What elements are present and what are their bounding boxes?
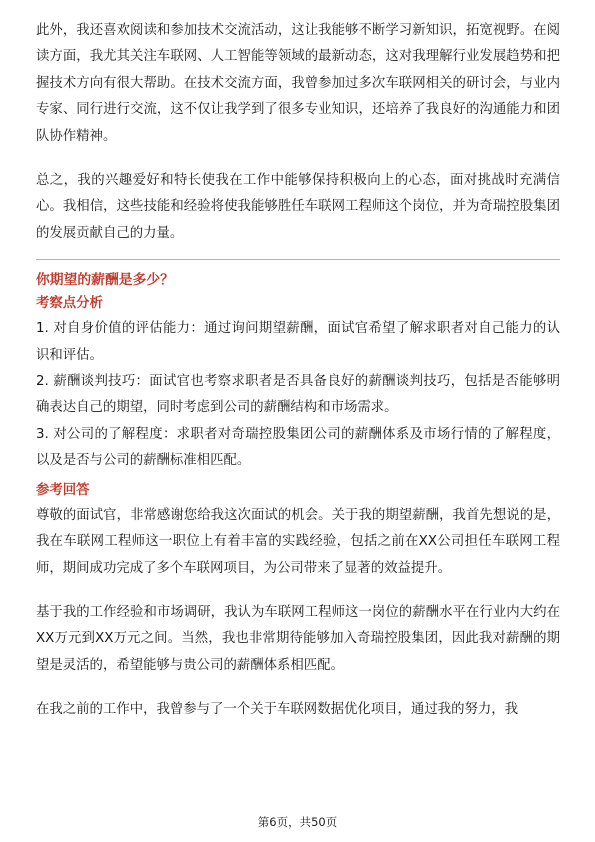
answer-paragraph-2: 基于我的工作经验和市场调研，我认为车联网工程师这一岗位的薪酬水平在行业内大约在XX万元到XX万元之间。当然，我也非常期待能够加入奇瑞控股集团，因此我对薪酬的期望是灵活的，希望能够与贵公司的薪酬体系相匹配。	[36, 604, 560, 673]
analysis-item-2: 2. 薪酬谈判技巧：面试官也考察求职者是否具备良好的薪酬谈判技巧，包括是否能够明确表达自己的期望，同时考虑到公司的薪酬结构和市场需求。	[36, 374, 560, 416]
question-title: 你期望的薪酬是多少？	[36, 272, 174, 289]
page-number: 第6页，共50页	[257, 815, 338, 829]
analysis-item-1: 1. 对自身价值的评估能力：通过询问期望薪酬，面试官希望了解求职者对自己能力的认识和评估。	[36, 321, 560, 363]
analysis-label: 考察点分析	[36, 296, 103, 312]
page-content	[36, 18, 560, 724]
paragraph-spacer	[36, 150, 560, 168]
section-divider	[36, 259, 560, 260]
intro-paragraph-1: 此外，我还喜欢阅读和参加技术交流活动，这让我能够不断学习新知识，拓宽视野。在阅读方面，我尤其关注车联网、人工智能等领域的最新动态，这对我理解行业发展趋势和把握技术方向有很大帮助。在技术交流方面，我曾参加过多次车联网相关的研讨会，与业内专家、同行进行交流，这不仅让我学到了很多专业知识，还培养了我良好的沟通能力和团队协作精神。	[36, 23, 560, 144]
analysis-item-3: 3. 对公司的了解程度：求职者对奇瑞控股集团公司的薪酬体系及市场行情的了解程度，以及是否与公司的薪酬标准相匹配。	[36, 426, 560, 469]
paragraph-spacer	[36, 582, 560, 600]
answer-paragraph-3: 在我之前的工作中，我曾参与了一个关于车联网数据优化项目，通过我的努力，我	[36, 702, 519, 718]
answer-paragraph-1: 尊敬的面试官，非常感谢您给我这次面试的机会。关于我的期望薪酬，我首先想说的是，我在车联网工程师这一职位上有着丰富的实践经验，包括之前在XX公司担任车联网工程师，期间成功完成了多个车联网项目，为公司带来了显著的效益提升。	[36, 507, 560, 576]
intro-paragraph-2: 总之，我的兴趣爱好和特长使我在工作中能够保持积极向上的心态，面对挑战时充满信心。我相信，这些技能和经验将使我能够胜任车联网工程师这个岗位，并为奇瑞控股集团的发展贡献自己的力量。	[36, 173, 560, 241]
answer-label: 参考回答	[36, 482, 90, 498]
paragraph-spacer	[36, 679, 560, 697]
